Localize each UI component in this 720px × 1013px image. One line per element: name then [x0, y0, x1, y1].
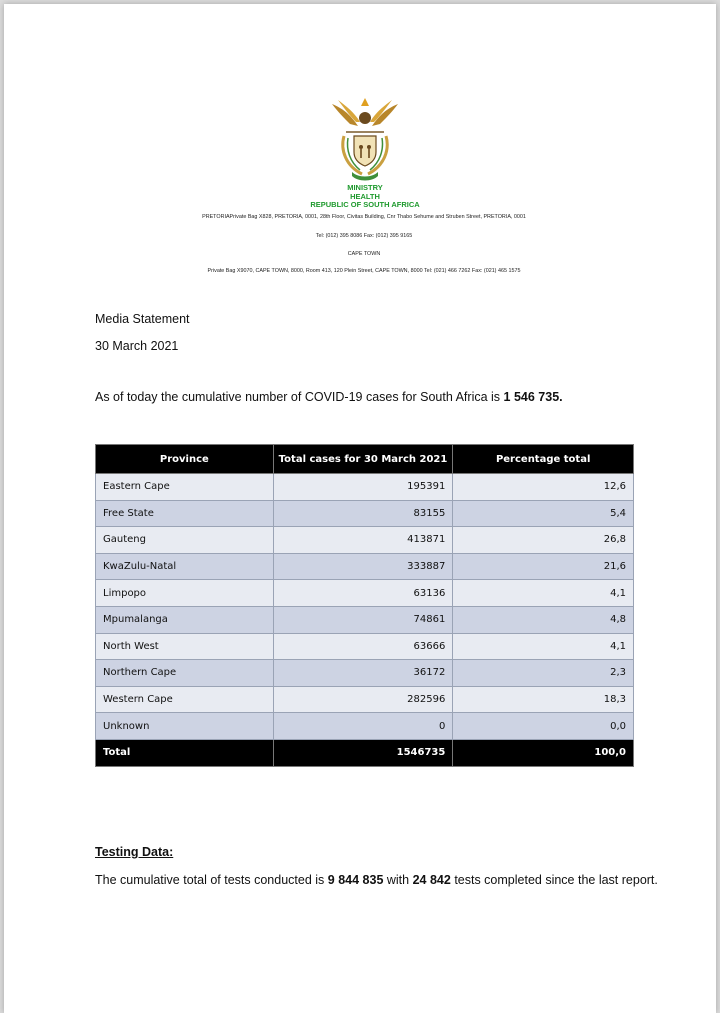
table-row: [96, 580, 634, 607]
cases-cell: 0: [273, 713, 453, 740]
cape-town-address: Private Bag X9070, CAPE TOWN, 8000, Room 413, 120 Plein Street, CAPE TOWN, 8000 Tel: (021) 466 7262 Fax: (021) 465 1575: [207, 268, 521, 274]
percent-cell: 0,0: [453, 713, 634, 740]
percent-cell: 18,3: [453, 686, 634, 713]
testing-text-3: tests completed since the last report.: [454, 873, 658, 887]
percent-cell: 4,1: [453, 580, 634, 607]
percent-cell: 12,6: [453, 474, 634, 501]
table-header-row: [96, 445, 634, 474]
cases-cell: 36172: [273, 660, 453, 687]
tests-total-value: 9 844 835: [327, 873, 384, 887]
statement-type: Media Statement: [95, 312, 190, 326]
table-row: [96, 606, 634, 633]
coat-of-arms-icon: [328, 92, 402, 182]
header-percentage: Percentage total: [453, 445, 634, 474]
testing-summary: [95, 873, 658, 887]
table-row: [96, 633, 634, 660]
ministry-line: REPUBLIC OF SOUTH AFRICA: [310, 200, 420, 209]
total-percent-cell: 100,0: [453, 739, 634, 766]
ministry-line: MINISTRY: [347, 183, 383, 192]
table-row: [96, 553, 634, 580]
cumulative-value: 1 546 735.: [503, 390, 563, 404]
table-row: [96, 500, 634, 527]
table-row: [96, 713, 634, 740]
province-cell: KwaZulu-Natal: [96, 553, 274, 580]
province-cell: Eastern Cape: [96, 474, 274, 501]
cases-cell: 282596: [273, 686, 453, 713]
table-row: [96, 660, 634, 687]
cases-cell: 195391: [273, 474, 453, 501]
header-province: Province: [96, 445, 274, 474]
pretoria-tel: Tel: (012) 395 8086 Fax: (012) 395 9165: [315, 233, 413, 239]
cases-cell: 83155: [273, 500, 453, 527]
total-cases-cell: 1546735: [273, 739, 453, 766]
cape-town-label: CAPE TOWN: [347, 251, 381, 257]
province-cell: Northern Cape: [96, 660, 274, 687]
header-total-cases: Total cases for 30 March 2021: [273, 445, 453, 474]
ministry-title: [260, 184, 470, 210]
tests-new-value: 24 842: [412, 873, 451, 887]
testing-heading: Testing Data:: [95, 845, 174, 859]
percent-cell: 5,4: [453, 500, 634, 527]
cases-cell: 413871: [273, 527, 453, 554]
testing-text-2: with: [386, 873, 410, 887]
ministry-line: HEALTH: [350, 191, 380, 201]
percent-cell: 21,6: [453, 553, 634, 580]
document-page: [4, 4, 716, 1013]
table-row: [96, 527, 634, 554]
province-cell: Free State: [96, 500, 274, 527]
province-cell: Gauteng: [96, 527, 274, 554]
table-total-row: [96, 739, 634, 766]
table-row: [96, 474, 634, 501]
cases-cell: 63136: [273, 580, 453, 607]
province-cases-table: [95, 444, 634, 767]
cumulative-cases-line: [95, 390, 563, 404]
province-cell: North West: [96, 633, 274, 660]
statement-date: 30 March 2021: [95, 339, 179, 353]
testing-text-1: The cumulative total of tests conducted is: [95, 873, 325, 887]
percent-cell: 4,8: [453, 606, 634, 633]
province-cell: Western Cape: [96, 686, 274, 713]
percent-cell: 4,1: [453, 633, 634, 660]
cases-cell: 63666: [273, 633, 453, 660]
cases-cell: 74861: [273, 606, 453, 633]
province-cell: Limpopo: [96, 580, 274, 607]
percent-cell: 26,8: [453, 527, 634, 554]
province-cell: Unknown: [96, 713, 274, 740]
cumulative-prefix: As of today the cumulative number of COVID-19 cases for South Africa is: [95, 390, 501, 404]
cases-cell: 333887: [273, 553, 453, 580]
total-label-cell: Total: [96, 739, 274, 766]
percent-cell: 2,3: [453, 660, 634, 687]
table-row: [96, 686, 634, 713]
pretoria-address: PRETORIAPrivate Bag X828, PRETORIA, 0001, 28th Floor, Civitas Building, Cnr Thabo Sehume and Struben Street, PRETORIA, 0001: [202, 214, 526, 220]
province-cell: Mpumalanga: [96, 606, 274, 633]
